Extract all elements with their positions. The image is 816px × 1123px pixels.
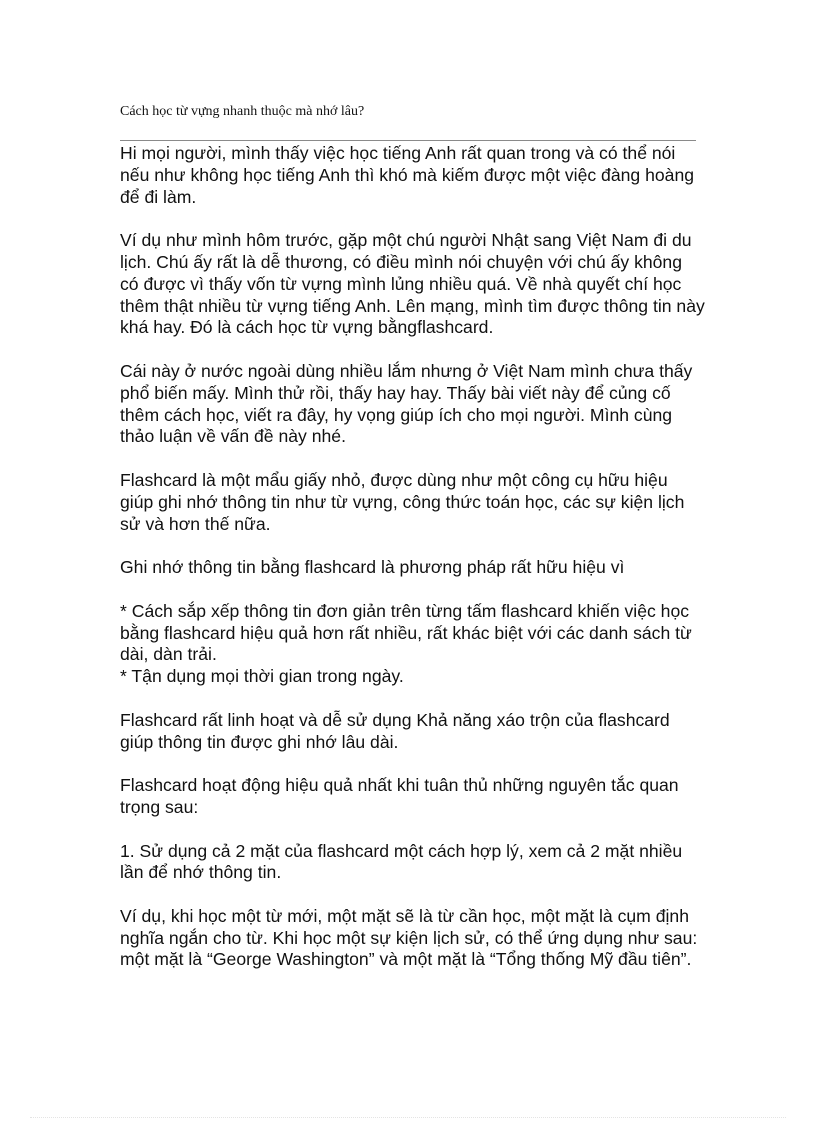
page-bottom-divider <box>30 1117 786 1118</box>
paragraph-usage-abroad: Cái này ở nước ngoài dùng nhiều lắm nhưng ở Việt Nam mình chưa thấy phổ biến mấy. Mình thử rồi, thấy hay hay. Thấy bài viết này để củng cố thêm cách học, viết ra đây, hy vọng giúp ích cho mọi người. Mình cùng thảo luận về vấn đề này nhé. <box>120 360 693 447</box>
paragraph-intro: Hi mọi người, mình thấy việc học tiếng Anh rất quan trong và có thể nói nếu như không học tiếng Anh thì khó mà kiếm được một việc đàng hoàng để đi làm. <box>120 143 695 207</box>
bullet-item-simple-layout: * Cách sắp xếp thông tin đơn giản trên từng tấm flashcard khiến việc học bằng flashcard hiệu quả hơn rất nhiều, rất khác biệt với các danh sách từ dài, dàn trải. <box>120 600 692 665</box>
paragraph-why-effective: Ghi nhớ thông tin bằng flashcard là phương pháp rất hữu hiệu vì <box>120 557 625 578</box>
paragraph-principle-1: 1. Sử dụng cả 2 mặt của flashcard một cách hợp lý, xem cả 2 mặt nhiều lần để nhớ thông tin. <box>120 840 683 883</box>
paragraph-principle-example: Ví dụ, khi học một từ mới, một mặt sẽ là từ cần học, một mặt là cụm định nghĩa ngắn cho từ. Khi học một sự kiện lịch sử, có thể ứng dụng như sau: một mặt là “George Washington” và một mặt là “Tổng thống Mỹ đầu tiên”. <box>120 905 698 970</box>
paragraph-example-story: Ví dụ như mình hôm trước, gặp một chú người Nhật sang Việt Nam đi du lịch. Chú ấy rất là dễ thương, có điều mình nói chuyện với chú ấy không có được vì thấy vốn từ vựng mình lủng nhiều quá. Về nhà quyết chí học thêm thật nhiều từ vựng tiếng Anh. Lên mạng, mình tìm được thông tin này khá hay. Đó là cách học từ vựng bằngflashcard. <box>120 230 705 338</box>
paragraph-principles-intro: Flashcard hoạt động hiệu quả nhất khi tuân thủ những nguyên tắc quan trọng sau: <box>120 775 679 817</box>
document-body <box>120 143 705 993</box>
document-header-title: Cách học từ vựng nhanh thuộc mà nhớ lâu? <box>120 104 365 119</box>
paragraph-flashcard-definition: Flashcard là một mẩu giấy nhỏ, được dùng như một công cụ hữu hiệu giúp ghi nhớ thông tin như từ vựng, công thức toán học, các sự kiện lịch sử và hơn thế nữa. <box>120 469 685 534</box>
paragraph-flexibility: Flashcard rất linh hoạt và dễ sử dụng Khả năng xáo trộn của flashcard giúp thông tin được ghi nhớ lâu dài. <box>120 709 670 752</box>
bullet-item-use-time: * Tận dụng mọi thời gian trong ngày. <box>120 666 404 687</box>
header-divider <box>120 140 696 141</box>
